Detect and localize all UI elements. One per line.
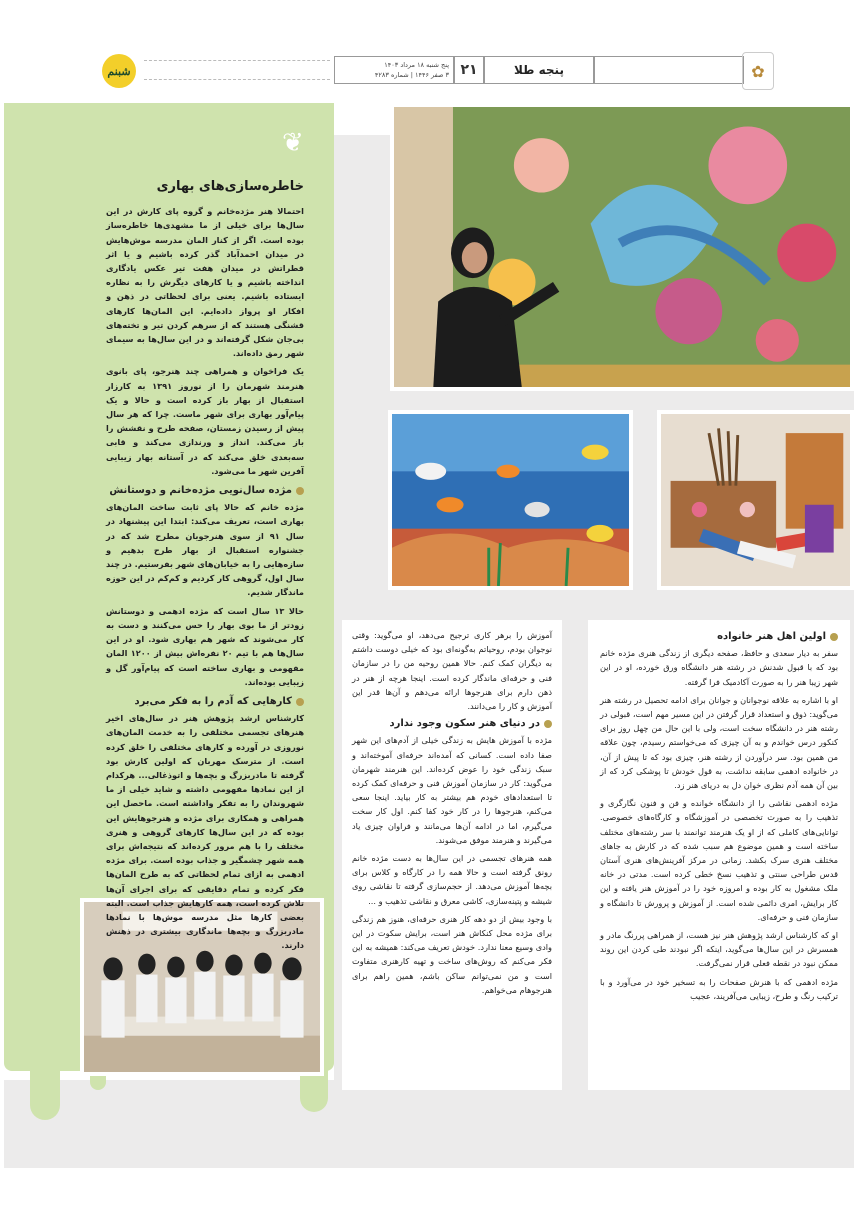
paragraph: او با اشاره به علاقه نوجوانان و جوانان برای ادامه تحصیل در رشته هنر می‌گوید: ذوق و استعداد قرار گرفتن در این مسیر مهم است، قبولی در رشته هنر در دانشگاه سخت است، ولی با این حال من چهل روز برای کنکور درس خواندم و به آن چیزی که می‌خواستم رسیدم، چون علاقه من همین بود. سر درآوردن از رشته هنر، چیزی بود که تا پیش از آن، در خانواده ادهمی سابقه نداشت، به قول خودش تا پوشکی کرد که از بین آن همه آدم نظری خوان دل به دریای هنر زد. xyxy=(600,694,838,791)
bullet-icon xyxy=(296,487,304,495)
artist-painting-photo xyxy=(390,103,854,391)
paragraph: احتمالا هنر مژده‌خانم و گروه پای کارش در این سال‌ها برای خیلی از ما مشهدی‌ها خاطره‌ساز بوده است. اگر از کنار المان مدرسه موش‌هایش در میدان احمدآباد گذر کرده باشیم و یا اثر قطراتش در میدان هفت تیر عکس یادگاری انداخته باشیم و یا کارهای دیگرش را به نظاره ایستاده باشیم. یعنی برای لحظاتی در ذهن و افکار او پرواز داده‌ایم. این المان‌ها کارهای قشنگی هستند که از سرهم کردن تیر و تخته‌های بی‌جان شکل گرفته‌اند و در این سال‌ها به سیمای شهر رمق داده‌اند. xyxy=(106,206,304,359)
paragraph: مژده ادهمی که با هنرش صفحات را به تسخیر خود در می‌آورد و با ترکیب رنگ و طرح، زیبایی می‌آفریند، عجیب xyxy=(600,976,838,1001)
green-drip xyxy=(30,1060,60,1120)
bullet-icon xyxy=(544,720,552,728)
subheading: اولین اهل هنر خانواده xyxy=(600,630,838,644)
page-header xyxy=(104,48,772,92)
paragraph: مژده ادهمی نقاشی را از دانشگاه خوانده و فن و فنون نگارگری و تذهیب را به صورت تخصصی در آموزشگاه و کارگاه‌های خصوصی. توانایی‌های کاملی که از او یک هنرمند توانمند با سر رشته‌های مختلف ساخته است و همین موضوع هم سبب شده که در کارش به جاهای مختلف هنری سرک بکشد. زمانی در مرکز آفرینش‌های هنری آستان قدس طراحی سنتی و تذهیب نسخ خطی کرده است. مدتی در خانه ملک مشغول به کار بوده و امروزه خود را در آموزش هنر یافته و این کار برایش، امری دائمی شده است. از آموزش و پرورش تا دانشگاه و سازمان فنی و حرفه‌ای. xyxy=(600,798,838,922)
bullet-icon xyxy=(830,633,838,641)
paragraph: مژده با آموزش هایش به زندگی خیلی از آدم‌های این شهر صفا داده است. کسانی که آمده‌اند حرفه‌ای آموخته‌اند و سبک زندگی خود را عوض کرده‌اند. این هنرمند شهرمان می‌گوید: کار در سازمان آموزش فنی و حرفه‌ای کمک کرده تا استعدادهای خودم هم بیشتر به کار بیاید. اینجا سعی می‌کنم، هنرجوها را در کار خود کفا کنم. اول کار سخت می‌گیرم، اما در ادامه آن‌ها می‌مانند و فراوان چیزی یاد می‌گیرند و هنرمند موفق می‌شوند. xyxy=(352,735,552,845)
subheading: در دنیای هنر سکون وجود ندارد xyxy=(352,717,552,731)
paragraph: با وجود بیش از دو دهه کار هنری حرفه‌ای، هنوز هم زندگی برای مژده محل کنکاش هنر است، برایش سکوت در این وادی وسیع معنا ندارد. خودش تعریف می‌کند: همیشه به این فکر می‌کنم که روش‌های ساخت و تهیه کارهنری متفاوت است و من نمی‌توانم ساکن باشم، همین راهم برای هنرجوهام می‌خواهم. xyxy=(352,913,552,995)
bullet-icon xyxy=(296,698,304,706)
paragraph: آموزش را برهر کاری ترجیح می‌دهد، او می‌گوید: وقتی نوجوان بودم، روحیاتم به‌گونه‌ای بود که خیلی دوست داشتم به دیگران کمک کنم. حالا همین روحیه من را در سازمان فنی و حرفه‌ای ماندگار کرده است. اینجا هرچه از هنر در ذهن دارم برای هنرجوها ارائه می‌دهم و آن‌ها قدر این آموزش و کار را می‌دانند. xyxy=(352,630,552,712)
paragraph: مژده خانم که حالا پای ثابت ساخت المان‌های بهاری است، تعریف می‌کند: ابتدا این پیشنهاد در سال ۹۱ از سوی هنرجویان مطرح شد که در جشنواره استقبال از بهار طرح بدهیم و سازه‌هایی را به خیابان‌های شهر بفرستیم. در چند سال اول، گروهی کار کردیم و کم‌کم در این حوزه ماندگار شدیم. xyxy=(106,502,304,598)
leaf-icon: ❦ xyxy=(282,128,304,158)
brand-logo-icon: شبنم xyxy=(102,54,136,88)
right-column xyxy=(588,620,850,1090)
corner-logo-icon: ✿ xyxy=(742,52,774,90)
header-divider xyxy=(144,60,330,80)
paragraph: حالا ۱۳ سال است که مژده ادهمی و دوستانش زودتر از ما بوی بهار را حس می‌کنند و دست به کار می‌شوند که شهر هم بهاری شود. او در این سال‌ها هم با تیم ۲۰ نفره‌اش بیش از ۱۲۰۰ المان مفهومی و بهاری ساخته است که پیام‌آور گل و زیبایی بوده‌اند. xyxy=(106,605,304,687)
page-number: ۲۱ xyxy=(454,56,484,84)
section-title: پنجه طلا xyxy=(484,56,594,84)
issue-date: پنج شنبه ۱۸ مرداد ۱۴۰۳ ۳ صفر ۱۴۴۶ | شماره ۴۲۸۳ xyxy=(334,56,454,84)
fish-mosaic-photo xyxy=(388,410,633,590)
paragraph: همه هنرهای تجسمی در این سال‌ها به دست مژده خانم رونق گرفته است و حالا همه را در کارگاه و کلاس برای بچه‌ها آموزش می‌دهد. از حجم‌سازی گرفته تا نقاشی روی شیشه و پتینه‌سازی، کاشی معرق و نقاشی تذهیب و ... xyxy=(352,853,552,906)
middle-column xyxy=(342,620,562,1090)
gray-footer-panel xyxy=(4,1080,854,1168)
left-column xyxy=(106,176,304,957)
paragraph: سفر به دیار سعدی و حافظ، صفحه دیگری از زندگی هنری مژده خانم بود که با قبول شدنش در رشته هنر دانشگاه ورق خورده، او در این شهر زیبا هنر را به صورت آکادمیک فرا گرفته. xyxy=(600,648,838,687)
paragraph: یک فراخوان و همراهی چند هنرجو، پای بانوی هنرمند شهرمان را از نوروز ۱۳۹۱ به کارزار استقبال از بهار باز کرده است و حالا و یک پیام‌آور بهاری برای شهر ماست. چرا که هر سال پیش از رسیدن زمستان، صفحه طرح و نقشش را باز می‌کند. انداز و ورندازی می‌کند و قابی سه‌بعدی خلق می‌کند که در آستانه بهار زیبایی آفرین شهر ما می‌شود. xyxy=(106,366,304,476)
article-title: خاطره‌سازی‌های بهاری xyxy=(156,179,304,194)
header-empty-box xyxy=(594,56,744,84)
paint-supplies-photo xyxy=(657,410,854,590)
paragraph: کارشناس ارشد پژوهش هنر در سال‌های اخیر هنرهای تجسمی مختلفی را به خدمت المان‌های نوروزی در آورده و کارهای مختلفی را خلق کرده است. از مترسک مهربان که اولین کارش بود گرفته تا مادربزرگ و بچه‌ها و اتوذغالی... هرکدام از این نمادها مفهومی داشته و شاید خیلی از ما شهروندان را به تفکر واداشته است. ماحصل این همراهی و همکاری برای مژده و هنرجوهایش این بوده که در این سال‌ها کارهای گروهی و هنری مختلف را با هم مرور کرده‌اند که نتیجه‌اش برای همه شهر چشمگیر و جذاب بوده است. برای مژده ادهمی به ازای تمام لحظاتی که به طرح المان‌ها فکر کرده و تمام دقایقی که برای اجرای آن‌ها تلاش کرده است، همه کارهایش جذاب است. البته بعضی کارها مثل مدرسه موش‌ها با نمادها مادربزرگ و بچه‌ها ماندگاری بیشتری در ذهنش دارند. xyxy=(106,713,304,951)
subheading: مژده سال‌نویی مژده‌خانم و دوستانش xyxy=(106,484,304,498)
paragraph: او که کارشناس ارشد پژوهش هنر نیز هست، از همراهی پررنگ مادر و همسرش در این سال‌ها می‌گوید، اینکه اگر نبودند طی کردن این روند ممکن نبود در نقطه فعلی قرار نمی‌گرفت. xyxy=(600,930,838,969)
subheading: کارهایی که آدم را به فکر می‌برد xyxy=(106,695,304,709)
